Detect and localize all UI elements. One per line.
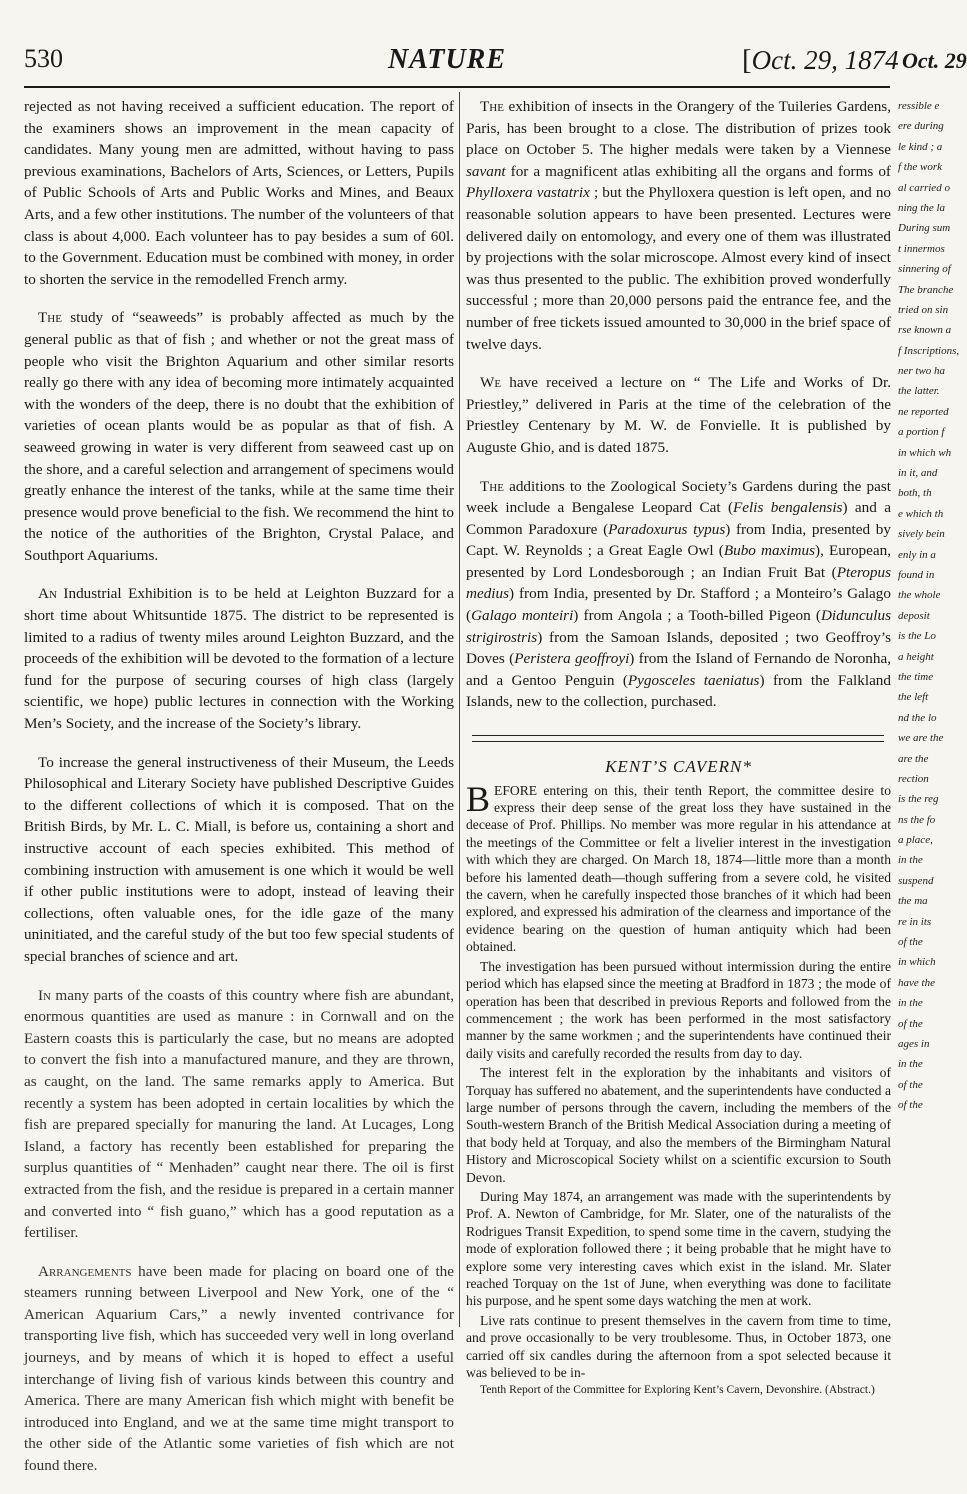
article-paragraph: The interest felt in the exploration by the inhabitants and visitors of Torquay has suffered no abatement, and the superintendents have conducted a large number of persons through the cavern, including the members of the South-western Branch of the British Medical Association during a meeting of that body held at Torquay, and also the members of the Birmingham Natural History and Microscopical Society whilst on a scientific excursion to South Devon. — [466, 1065, 891, 1185]
paragraph-french-army: rejected as not having received a sufficient education. The report of the examiners shows an improvement in the mean capacity of candidates. Many young men are admitted, without having to pass previous examinations, Bachelors of Arts, Sciences, or Letters, Pupils of Public Schools of Arts and Public Works and Mines, and Beaux Arts, and a few other institutions. The number of the volunteers of that class is about 4,000. Each volunteer has to pay besides a sum of 60l. to the Government. Education must be combined with money, in order to shorten the service in the remodelled French army. — [24, 98, 454, 288]
bleed-line: of the — [898, 1099, 923, 1112]
paragraph-fish-manure: In many parts of the coasts of this country where fish are abundant, enormous quantities are used as manure : in Cornwall and on the Eastern coasts this is particularly the case, but no means are adopted to convert the fish into a manufactured manure, and they are thrown, as caught, on the land. The same remarks apply to America. But recently a system has been adopted in certain localities by which the fish are prepared specially for manuring the land. At Lucages, Long Island, a factory has recently been established for preparing the surplus quantities of “ Menhaden” caught near there. The oil is first extracted from the fish, and the residue is prepared in a certain manner and converted into “ fish guano,” which has a good reputation as a fertiliser. — [24, 986, 454, 1242]
bleed-line: ning the la — [898, 201, 946, 214]
bleed-line: the latter. — [898, 385, 940, 398]
bleed-line: the left — [898, 691, 929, 704]
bleed-line: ere during — [898, 120, 944, 133]
bleed-line: sinnering of — [898, 263, 951, 276]
bleed-line: both, th — [898, 487, 932, 500]
bleed-line: f Inscriptions, — [898, 344, 960, 357]
article-paragraph: BEFORE entering on this, their tenth Report, the committee desire to express their deep sense of the great loss they have sustained in the decease of Prof. Phillips. No member was more regular in his attendance at the meetings of the Committee or felt a livelier interest in the investigation with which they are charged. On March 18, 1874—little more than a month before his lamented death—though suffering from a severe cold, he visited the cavern, when he carefully inspected those branches of it which had been explored, and expressed his admiration of the clearness and importance of the evidence bearing on the question of human antiquity which had been obtained. — [466, 778, 891, 955]
bleed-line: al carried o — [898, 181, 950, 194]
article-paragraph: Live rats continue to present themselves in the cavern from time to time, and prove occasionally to be very troublesome. Thus, in October 1873, one carried off six candles during the afternoon from a spot selected because it was believed to be in- — [466, 1312, 891, 1381]
bleed-line: in the — [898, 997, 923, 1010]
bleed-line: in which — [898, 956, 936, 969]
bleed-line: of the — [898, 1017, 923, 1030]
bleed-line: in the — [898, 854, 923, 867]
bleed-line: of the — [898, 936, 923, 949]
bleed-line: the whole — [898, 589, 941, 602]
bleed-line: e which th — [898, 507, 944, 520]
article-kents-cavern — [466, 778, 891, 1398]
bleed-line: in it, and — [898, 467, 938, 480]
bleed-line: we are the — [898, 732, 944, 745]
bleed-line: The branche — [898, 283, 954, 296]
bleed-line: in the — [898, 1058, 923, 1071]
bleed-line: re in its — [898, 915, 932, 928]
paragraph-leighton-buzzard: An Industrial Exhibition is to be held at Leighton Buzzard for a short time about Whitsuntide 1875. The district to be represented is limited to a radius of twenty miles around Leighton Buzzard, and the proceeds of the exhibition will be devoted to the formation of a lecture fund for the purpose of securing courses of high class (largely scientific, we hope) public lectures in connection with the Working Men’s Society, and the increase of the Society’s library. — [24, 585, 454, 733]
article-paragraph: The investigation has been pursued without intermission during the entire period which has elapsed since the meeting at Bradford in 1873 ; the mode of operation has been that described in previous Reports and followed from the commencement ; the work has been performed in the most satisfactory manner by the same workmen ; and the superintendents have continued their daily visits and carefully recorded the results from day to day. — [466, 958, 891, 1061]
paragraph-seaweeds: The study of “seaweeds” is probably affected as much by the general public as that of fish ; and whether or not the great mass of people who visit the Brighton Aquarium and other similar resorts really go there with any idea of becoming more intimately acquainted with the wonders of the deep, there is no doubt that the exhibition of varieties of ocean plants would be as popular as that of fish. A seaweed growing in water is very different from seaweed cast up on the shore, and a careful selection and arrangement of specimens would greatly enhance the interest of the tanks, while at the same time their presence would prove beneficial to the fish. We recommend the hint to the notice of the authorities of the Brighton, Crystal Palace, and Southport Aquariums. — [24, 309, 454, 564]
bleed-line: ns the fo — [898, 813, 936, 826]
bleed-line: is the Lo — [898, 630, 936, 643]
bleed-line: of the — [898, 1078, 923, 1091]
footnote: Tenth Report of the Committee for Exploring Kent’s Cavern, Devonshire. (Abstract.) — [480, 1383, 875, 1397]
bleed-line: le kind ; a — [898, 140, 943, 153]
bleed-line: suspend — [898, 874, 934, 887]
facing-page-bleed — [898, 96, 960, 1368]
bleed-line: t innermos — [898, 242, 945, 255]
paragraph-priestley-lecture: We have received a lecture on “ The Life and Works of Dr. Priestley,” delivered in Paris at the time of the celebration of the Priestley Centenary by M. W. de Fonvielle. It is published by Auguste Ghio, and is dated 1875. — [466, 374, 891, 456]
bleed-line: ne reported — [898, 405, 949, 418]
journal-title: NATURE — [388, 44, 507, 75]
bleed-header: Oct. 29 — [902, 48, 967, 73]
header-rule — [24, 86, 890, 88]
bleed-line: the time — [898, 670, 934, 683]
bleed-line: During sum — [898, 222, 951, 235]
bleed-line: deposit — [898, 609, 930, 622]
issue-date-text: Oct. 29, 1874 — [751, 45, 899, 75]
bleed-line: rse known a — [898, 324, 952, 337]
left-column — [24, 96, 454, 1494]
bleed-line: a place, — [898, 834, 933, 847]
bleed-line: ages in — [898, 1037, 930, 1050]
bleed-line: enly in a — [898, 548, 936, 561]
bleed-line: is the reg — [898, 793, 939, 806]
bleed-line: in which wh — [898, 446, 952, 459]
bleed-line: found in — [898, 568, 935, 581]
bleed-line: ressible e — [898, 100, 940, 112]
drop-cap: B — [466, 778, 491, 819]
bleed-line: sively bein — [898, 528, 945, 541]
page-number: 530 — [24, 44, 63, 73]
column-divider — [459, 92, 460, 1327]
section-double-rule — [472, 735, 884, 742]
bleed-line: a portion f — [898, 426, 945, 439]
bleed-line: ner two ha — [898, 365, 946, 378]
bleed-line: a height — [898, 650, 934, 663]
bleed-line: tried on sin — [898, 303, 949, 316]
paragraph-tuileries-insects: The exhibition of insects in the Orangery of the Tuileries Gardens, Paris, has been brought to a close. The distribution of prizes took place on October 5. The higher medals were taken by a Viennese savant for a magnificent atlas exhibiting all the organs and forms of Phylloxera vastatrix ; but the Phylloxera question is left open, and no reasonable solution appears to have been presented. Lectures were delivered daily on entomology, and every one of them was illustrated by projections with the solar microscope. Almost every kind of insect was thus presented to the public. The exhibition proved wonderfully successful ; more than 20,000 persons paid the entrance fee, and the number of free tickets issued amounted to 30,000 in the brief space of twelve days. — [466, 98, 892, 353]
article-title: KENT’S CAVERN* — [605, 757, 752, 777]
bleed-line: are the — [898, 752, 929, 765]
paragraph-aquarium-cars: Arrangements have been made for placing on board one of the steamers running between Liverpool and New York, one of the “ American Aquarium Cars,” a newly invented contrivance for transporting live fish, which has succeeded very well in long overland journeys, and by means of which it is hoped to effect a useful interchange of living fish of various kinds between this country and America. There are many American fish which might with benefit be introduced into England, and we at the same time might transport to the other side of the Atlantic some varieties of fish which are not found there. — [24, 1262, 454, 1475]
issue-date — [742, 44, 899, 84]
bleed-line: nd the lo — [898, 711, 937, 724]
date-bracket: [ — [742, 44, 752, 76]
bleed-line: rection — [898, 772, 929, 785]
bleed-line: f the work — [898, 161, 942, 174]
article-paragraph: During May 1874, an arrangement was made with the superintendents by Prof. A. Newton of Cambridge, for Mr. Slater, one of the naturalists of the Rodrigues Transit Expedition, to spend some time in the cavern, studying the mode of exploration followed there ; it being probable that he might have to explore some very interesting caves which exist in the island. Mr. Slater reached Torquay on the 1st of June, when everything was done to facilitate his purpose, and he spent some days watching the men at work. — [466, 1188, 891, 1309]
bleed-line: have the — [898, 976, 935, 989]
paragraph-leeds-museum: To increase the general instructiveness of their Museum, the Leeds Philosophical and Literary Society have published Descriptive Guides to the different collections of which it is composed. That on the British Birds, by Mr. L. C. Miall, is before us, containing a short and instructive account of each species exhibited. This method of combining instruction with amusement is one which it would be well if other public institutions were to adopt, instead of leaving their collections, often valuable ones, for the idle gaze of the many uninitiated, and the careful study of the but too few special students of special branches of science and art. — [24, 753, 454, 965]
bleed-line: the ma — [898, 895, 928, 908]
paragraph-zoo-additions: The additions to the Zoological Society’s Gardens during the past week include a Bengalese Leopard Cat (Felis bengalensis) and a Common Paradoxure (Paradoxurus typus) from India, presented by Capt. W. Reynolds ; a Great Eagle Owl (Bubo maximus), European, presented by Lord Londesborough ; an Indian Fruit Bat (Pteropus medius) from India, presented by Dr. Stafford ; a Monteiro’s Galago (Galago monteiri) from Angola ; a Tooth-billed Pigeon (Didunculus strigirostris) from the Samoan Islands, deposited ; two Geoffroy’s Doves (Peristera geoffroyi) from the Island of Fernando de Noronha, and a Gentoo Penguin (Pygosceles taeniatus) from the Falkland Islands, new to the collection, purchased. — [466, 477, 892, 711]
right-column — [466, 96, 891, 1399]
